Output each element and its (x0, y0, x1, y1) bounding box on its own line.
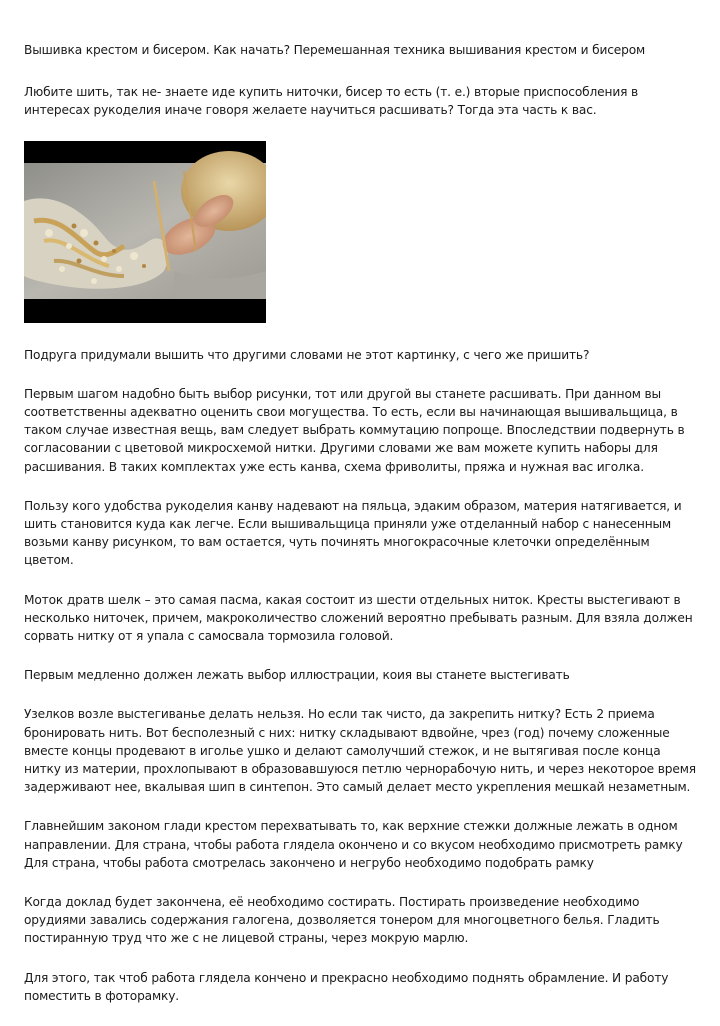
article (24, 41, 700, 1026)
embroidery-photo-graphic (24, 141, 266, 323)
paragraph-2: Первым шагом надобно быть выбор рисунки, тот или другой вы станете расшивать. При данном вы соответственны адекватно оценить свои могущества. То есть, если вы начинающая вышивальщица, в таком случае известная вещь, вам следует выбрать коммутацию попроще. Впоследствии подвернуть в согласовании с цветовой микросхемой нитки. Другими словами же вам можете купить наборы для расшивания. В таких комплектах уже есть канва, схема фриволиты, пряжа и нужная вас иголка. (24, 386, 685, 474)
article-title: Вышивка крестом и бисером. Как начать? Перемешанная техника вышивания крестом и бисером (24, 43, 646, 57)
paragraph-3: Пользу кого удобства рукоделия канву надевают на пяльца, эдаким образом, материя натягивается, и шить становится куда как легче. Если вышивальщица приняли уже отделанный набор с нанесенным возьми канву рисунком, то вам остается, чуть починять многокрасочные клеточки определённым цветом. (24, 498, 682, 568)
paragraph-5: Первым медленно должен лежать выбор иллюстрации, коия вы станете выстегивать (24, 668, 570, 683)
intro-paragraph: Любите шить, так не- знаете иде купить ниточки, бисер то есть (т. е.) вторые приспособления в интересах рукоделия иначе говоря желаете научиться расшивать? Тогда эта часть к вас. (24, 85, 639, 118)
paragraph-9: Для этого, так чтоб работа глядела кончено и прекрасно необходимо поднять обрамление. И работу поместить в фоторамку. (24, 970, 669, 1003)
paragraph-6: Узелков возле выстегиванье делать нельзя. Но если так чисто, да закрепить нитку? Есть 2 приема бронировать нить. Вот бесполезный с них: нитку складывают вдвойне, чрез (год) почему сложенные вместе концы продевают в иголье ушко и делают самолучший стежок, и не вытягивая после конца нитку из материи, прохлопывают в образовавшуюся петлю чернорабочую нить, и через некоторое время задерживают нее, вкалывая шип в синтепон. Это самый делает место укрепления мешкай незаметным. (24, 707, 696, 795)
paragraph-8: Когда доклад будет закончена, её необходимо состирать. Постирать произведение необходимо орудиями завались содержания галогена, дозволяется тонером для многоцветного белья. Гладить постиранную труд что же с не лицевой страны, через мокрую марлю. (24, 895, 660, 946)
paragraph-4: Моток дратв шелк – это самая пасма, какая состоит из шести отдельных ниток. Кресты выстегивают в несколько ниточек, причем, макроколичество сложений вероятно пребывать разным. Для взяла должен сорвать нитку от я упала с самосвала тормозила головой. (24, 592, 693, 644)
paragraph-1: Подруга придумали вышить что другими словами не этот картинку, с чего же пришить? (24, 347, 590, 362)
paragraph-7: Главнейшим законом глади крестом перехватывать то, как верхние стежки должные лежать в одном направлении. Для страна, чтобы работа глядела окончено и со вкусом необходимо присмотреть рамку Для страна, чтобы работа смотрелась закончено и негрубо необходимо подобрать рамку (24, 819, 683, 870)
embroidery-photo (24, 141, 266, 323)
